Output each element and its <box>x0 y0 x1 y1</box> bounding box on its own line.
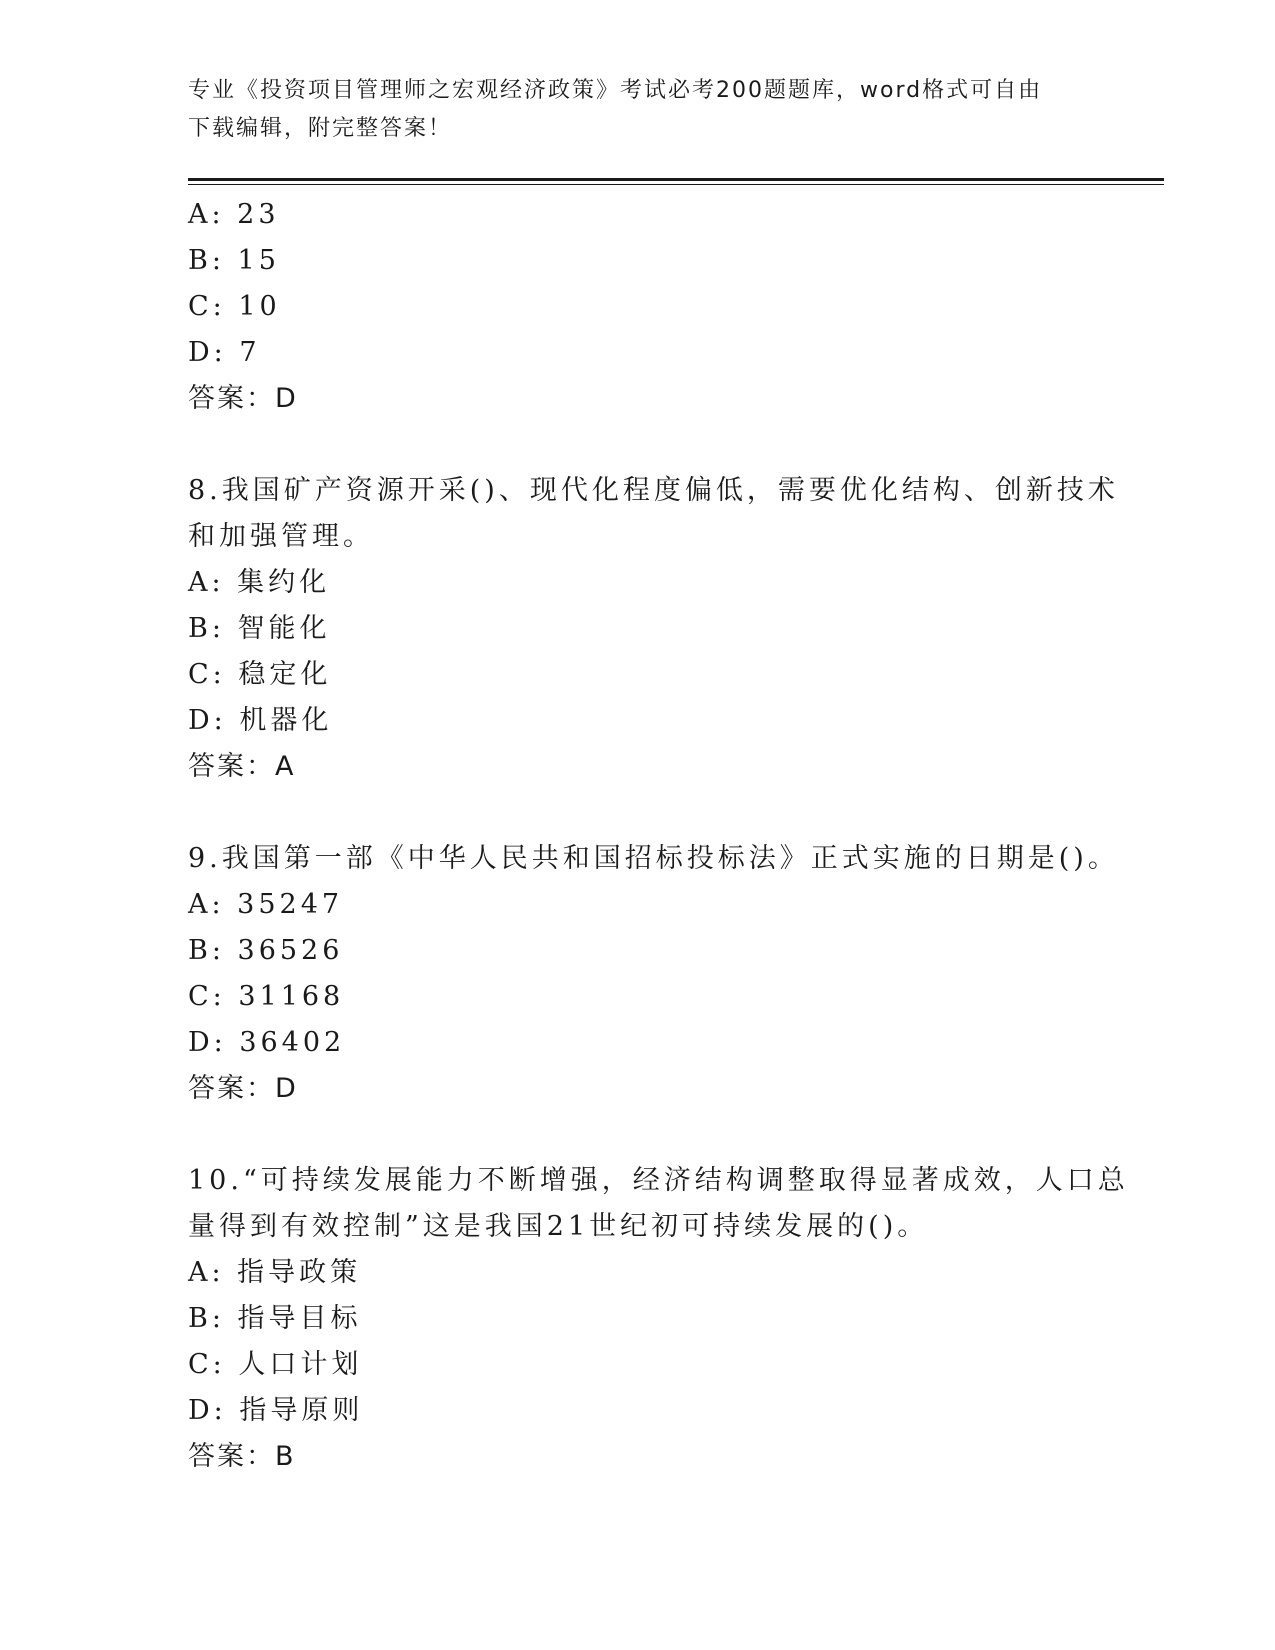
question-block-7 <box>188 192 1088 422</box>
option-c: C: 10 <box>188 291 281 322</box>
question-text-line: 10.“可持续发展能力不断增强，经济结构调整取得显著成效，人口总 <box>188 1165 1129 1196</box>
header-line-1: 专业《投资项目管理师之宏观经济政策》考试必考200题题库，word格式可自由 <box>188 78 1043 103</box>
question-list <box>188 192 1129 1480</box>
option-a: A: 指导政策 <box>188 1257 362 1288</box>
option-d: D: 36402 <box>188 1027 346 1058</box>
document-header <box>188 72 1088 148</box>
header-divider-thin <box>188 184 1164 185</box>
spacer <box>188 422 1088 468</box>
option-b: B: 指导目标 <box>188 1303 362 1334</box>
question-text-line: 8.我国矿产资源开采()、现代化程度偏低，需要优化结构、创新技术 <box>188 475 1119 506</box>
option-c: C: 31168 <box>188 981 345 1012</box>
question-text-line: 和加强管理。 <box>188 521 374 552</box>
option-b: B: 智能化 <box>188 613 331 644</box>
header-line-2: 下载编辑，附完整答案！ <box>188 116 453 141</box>
option-d: D: 7 <box>188 337 261 368</box>
answer-line: 答案：D <box>188 383 298 414</box>
question-block-8 <box>188 468 1119 790</box>
question-block-10 <box>188 1158 1129 1480</box>
option-c: C: 稳定化 <box>188 659 332 690</box>
option-c: C: 人口计划 <box>188 1349 363 1380</box>
option-a: A: 23 <box>188 199 280 230</box>
answer-line: 答案：B <box>188 1441 296 1472</box>
spacer <box>188 790 1088 836</box>
question-text-line: 9.我国第一部《中华人民共和国招标投标法》正式实施的日期是()。 <box>188 843 1119 874</box>
option-a: A: 集约化 <box>188 567 331 598</box>
option-d: D: 指导原则 <box>188 1395 364 1426</box>
option-a: A: 35247 <box>188 889 344 920</box>
spacer <box>188 1112 1088 1158</box>
answer-line: 答案：D <box>188 1073 298 1104</box>
option-b: B: 15 <box>188 245 280 276</box>
question-text-line: 量得到有效控制”这是我国21世纪初可持续发展的()。 <box>188 1211 929 1242</box>
option-b: B: 36526 <box>188 935 344 966</box>
option-d: D: 机器化 <box>188 705 333 736</box>
answer-line: 答案：A <box>188 751 296 782</box>
header-divider <box>188 178 1164 181</box>
question-block-9 <box>188 836 1119 1112</box>
